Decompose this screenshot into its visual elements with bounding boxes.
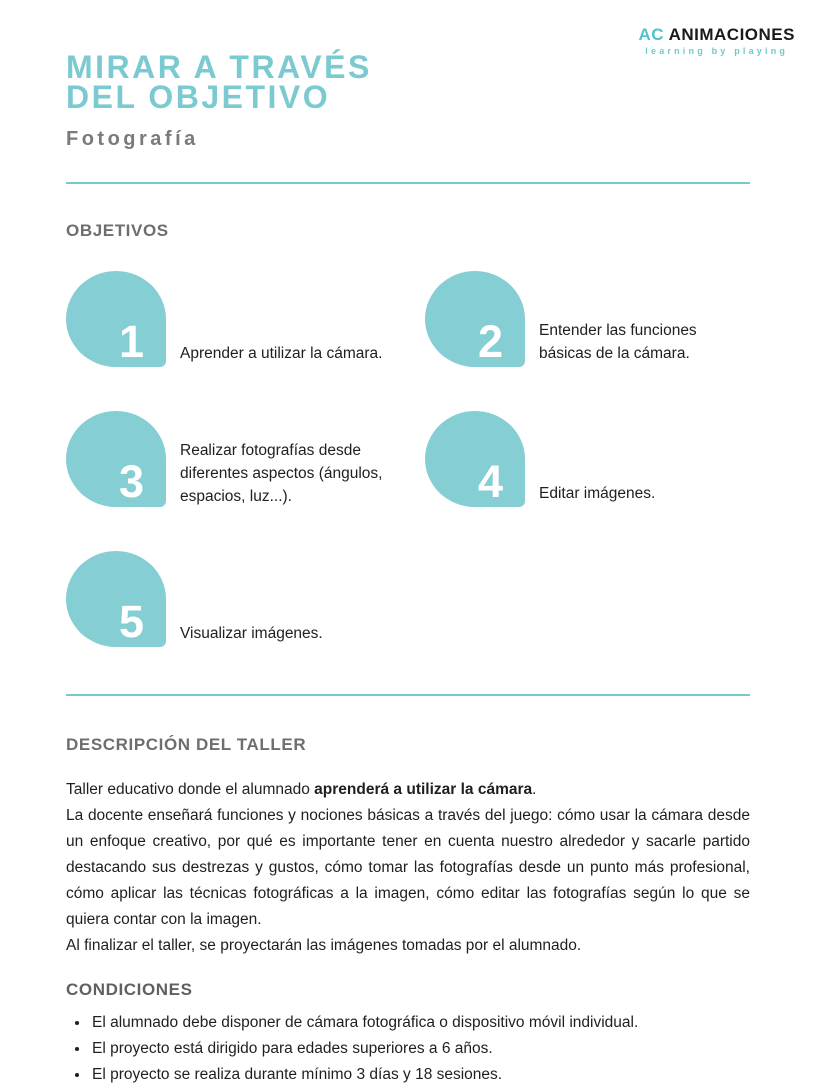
objective-text: Aprender a utilizar la cámara. [180,345,383,362]
logo-name: ANIMACIONES [668,25,795,44]
objective-text: Realizar fotografías desde diferentes aspectos (ángulos, espacios, luz...). [180,442,383,505]
page-subtitle: Fotografía [66,128,199,150]
objective-item-3 [66,411,425,508]
objective-number: 4 [477,456,503,507]
description-paragraph-closing: Al finalizar el taller, se proyectarán las imágenes tomadas por el alumnado. [66,937,582,954]
objective-text: Entender las funciones básicas de la cámara. [539,322,697,362]
objective-item-4 [425,411,750,508]
divider-middle [66,694,750,696]
logo-wordmark [638,26,795,43]
objective-number: 3 [118,456,144,507]
description-paragraph-intro [66,777,750,803]
logo-prefix: AC [638,25,664,44]
description-body [66,777,750,959]
condition-text: El alumnado debe disponer de cámara fotográfica o dispositivo móvil individual. [92,1014,639,1031]
objective-item-5 [66,551,425,648]
intro-text: Taller educativo donde el alumnado [66,781,315,798]
objective-number: 5 [118,596,144,647]
intro-period: . [532,781,537,798]
condition-item [90,1036,750,1062]
condition-text: El proyecto se realiza durante mínimo 3 días y 18 sesiones. [92,1066,503,1083]
drop-shape-icon [425,271,525,367]
conditions-list [66,1010,750,1088]
objectives-grid [66,271,750,648]
objective-item-2 [425,271,750,368]
page-title [66,0,750,115]
drop-shape-icon [66,411,166,507]
condition-item [90,1062,750,1088]
drop-shape-icon [66,271,166,367]
divider-top [66,182,750,184]
condition-text: El proyecto está dirigido para edades superiores a 6 años. [92,1040,493,1057]
company-logo [638,26,795,56]
conditions-heading: CONDICIONES [66,980,193,999]
drop-shape-icon [66,551,166,647]
objective-number: 2 [477,316,503,367]
objective-number: 1 [118,316,144,367]
condition-item [90,1010,750,1036]
objective-text: Editar imágenes. [539,485,656,502]
page-title-line2: DEL OBJETIVO [66,79,331,115]
logo-tagline: learning by playing [645,46,789,56]
objective-text: Visualizar imágenes. [180,625,323,642]
drop-shape-icon [425,411,525,507]
intro-bold-text: aprenderá a utilizar la cámara [314,781,533,798]
description-paragraph-main: La docente enseñará funciones y nociones básicas a través del juego: cómo usar la cámara desde un enfoque creativo, por qué es importante tener en cuenta nuestro alrededor y sacarle partido destacando sus destrezas y gustos, cómo tomar las fotografías desde un punto más profesional, cómo aplicar las técnicas fotográficas a la imagen, cómo editar las fotografías según lo que se quiera contar con la imagen. [66,807,750,928]
page-title-line1: MIRAR A TRAVÉS [66,49,372,85]
objectives-heading: OBJETIVOS [66,221,169,240]
objective-item-1 [66,271,425,368]
description-heading: DESCRIPCIÓN DEL TALLER [66,735,307,754]
